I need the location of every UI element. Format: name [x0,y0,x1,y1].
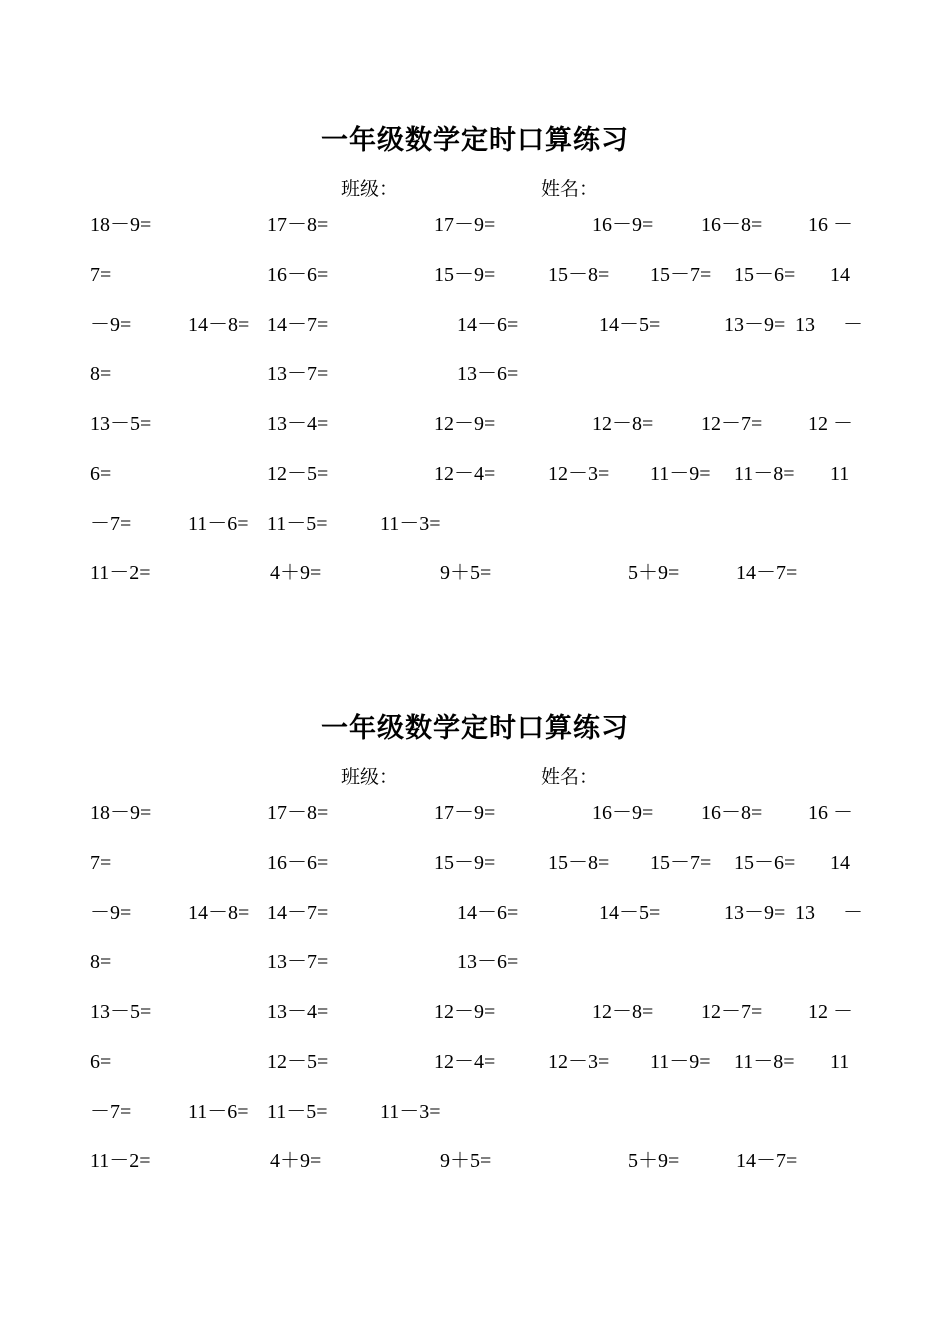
problem-item: 15－9= [434,852,496,874]
worksheet-title: 一年级数学定时口算练习 [321,713,629,744]
problem-item: 12－4= [434,1051,496,1073]
problem-item: 5＋9= [628,562,680,584]
problem-item: 13－6= [457,951,519,973]
problem-item: 15－6= [734,852,796,874]
problem-item: 13－5= [90,413,152,435]
problem-item: 15－9= [434,264,496,286]
problem-item: 6= [90,1051,112,1073]
problem-row [0,947,950,977]
problem-item: 11－2= [90,1150,151,1172]
name-label: 姓名： [541,766,599,788]
problem-item: 14－6= [457,902,519,924]
problem-item: 11－8= [734,463,795,485]
problem-row [0,1047,950,1077]
problem-item: 16－9= [592,214,654,236]
problem-item: 16 － [808,802,853,824]
problem-item: 11－3= [380,1101,441,1123]
problem-item: 16－6= [267,852,329,874]
problem-item: 16 － [808,214,853,236]
problem-row [0,1097,950,1127]
problem-row [0,898,950,928]
class-label: 班级： [341,178,399,200]
problem-item: 12－3= [548,463,610,485]
problem-item: 12 － [808,1001,853,1023]
problem-item: 14－7= [267,902,329,924]
problem-item: 15－6= [734,264,796,286]
problem-item: －7= [90,1101,132,1123]
problem-item: 11－5= [267,513,328,535]
name-label: 姓名： [541,178,599,200]
problem-item: 14－8= [188,902,250,924]
problem-item: 13－9= [724,902,786,924]
problem-row [0,997,950,1027]
problem-item: 13－7= [267,363,329,385]
problem-item: 18－9= [90,214,152,236]
problem-item: 14－7= [736,1150,798,1172]
problem-item: － [843,902,863,924]
problem-item: 11 [830,1051,850,1073]
problem-item: 12－3= [548,1051,610,1073]
problem-item: 12－9= [434,413,496,435]
problem-row [0,409,950,439]
problem-item: 11 [830,463,850,485]
problem-item: 8= [90,363,112,385]
problem-item: 14－5= [599,314,661,336]
problem-item: 13－5= [90,1001,152,1023]
problem-item: 14－5= [599,902,661,924]
problem-item: 16－6= [267,264,329,286]
problem-item: 12－4= [434,463,496,485]
problem-row [0,210,950,240]
problem-item: － [843,314,863,336]
problem-item: 11－3= [380,513,441,535]
problem-item: 14－6= [457,314,519,336]
problem-item: 13－7= [267,951,329,973]
problem-item: 11－9= [650,463,711,485]
problem-item: 14－8= [188,314,250,336]
worksheet-1 [0,0,950,620]
problem-item: 7= [90,264,112,286]
problem-item: 13－9= [724,314,786,336]
worksheet-2 [0,588,950,1208]
problem-item: 15－8= [548,852,610,874]
problem-item: 9＋5= [440,1150,492,1172]
problem-item: 5＋9= [628,1150,680,1172]
problem-item: 4＋9= [270,1150,322,1172]
problem-item: 16－9= [592,802,654,824]
worksheet-title: 一年级数学定时口算练习 [321,125,629,156]
problem-item: 12－7= [701,413,763,435]
problem-row [0,359,950,389]
problem-item: 14 [830,852,850,874]
problem-item: 11－6= [188,1101,249,1123]
problem-item: 16－8= [701,802,763,824]
problem-item: 13－4= [267,1001,329,1023]
problem-item: 18－9= [90,802,152,824]
problem-item: 13 [795,902,815,924]
problem-item: 13－4= [267,413,329,435]
problem-row [0,848,950,878]
problem-item: 11－2= [90,562,151,584]
problem-item: 15－7= [650,852,712,874]
problem-item: 17－9= [434,802,496,824]
problem-row [0,459,950,489]
problem-item: 12－9= [434,1001,496,1023]
problem-item: 15－7= [650,264,712,286]
problem-row [0,798,950,828]
problem-item: 9＋5= [440,562,492,584]
problem-row [0,1146,950,1176]
problem-item: 17－9= [434,214,496,236]
problem-item: 15－8= [548,264,610,286]
problem-item: 17－8= [267,214,329,236]
problem-row [0,509,950,539]
problem-item: 12－7= [701,1001,763,1023]
problem-item: －7= [90,513,132,535]
problem-item: 12－8= [592,413,654,435]
problem-item: 12－5= [267,1051,329,1073]
problem-item: 11－6= [188,513,249,535]
problem-item: 13 [795,314,815,336]
class-label: 班级： [341,766,399,788]
problem-row [0,260,950,290]
problem-item: 13－6= [457,363,519,385]
problem-item: 14－7= [736,562,798,584]
problem-item: 14－7= [267,314,329,336]
problem-item: 12－5= [267,463,329,485]
problem-item: 6= [90,463,112,485]
problem-row [0,558,950,588]
problem-item: 11－9= [650,1051,711,1073]
problem-item: 11－8= [734,1051,795,1073]
problem-item: 16－8= [701,214,763,236]
problem-item: －9= [90,314,132,336]
problem-item: －9= [90,902,132,924]
problem-item: 11－5= [267,1101,328,1123]
problem-item: 8= [90,951,112,973]
problem-item: 17－8= [267,802,329,824]
problem-item: 14 [830,264,850,286]
problem-item: 4＋9= [270,562,322,584]
problem-item: 12－8= [592,1001,654,1023]
problem-item: 7= [90,852,112,874]
problem-row [0,310,950,340]
problem-item: 12 － [808,413,853,435]
